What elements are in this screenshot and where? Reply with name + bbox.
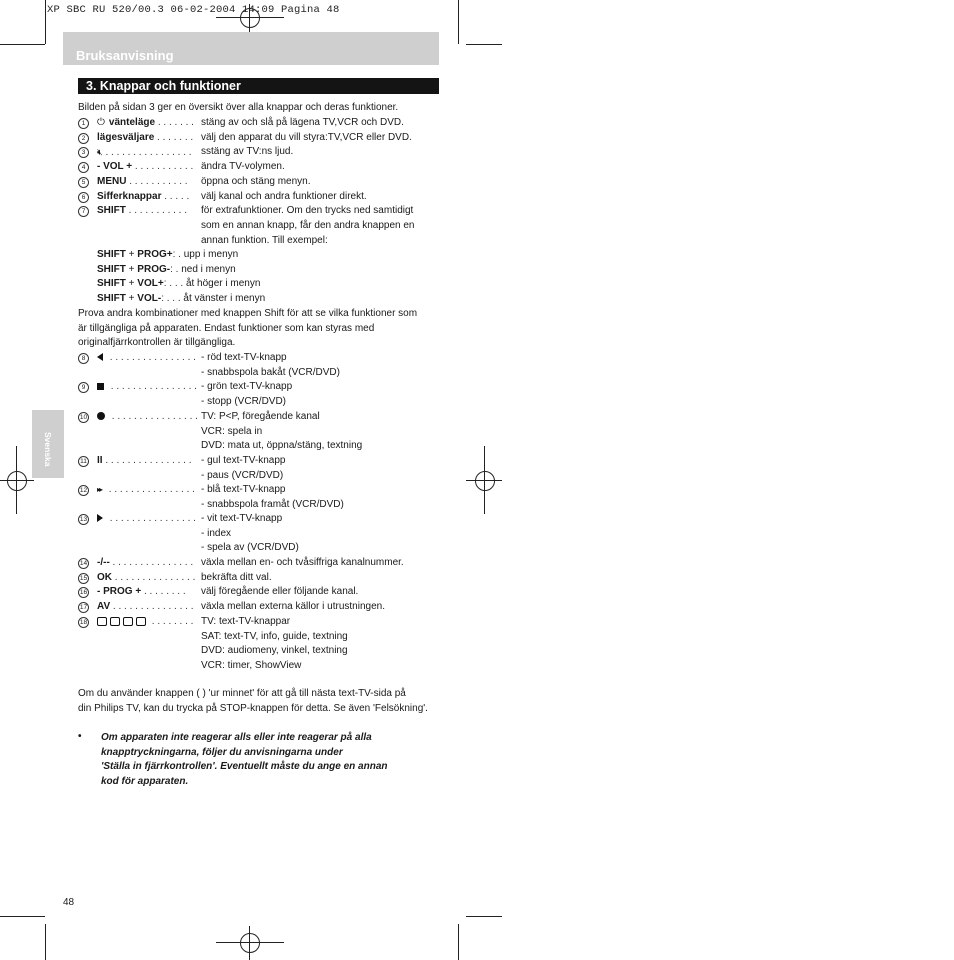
item-description: - snabbspola bakåt (VCR/DVD) xyxy=(201,366,340,378)
note-line: Om apparaten inte reagerar alls eller inte reagerar på alla xyxy=(101,732,372,743)
header-title: Bruksanvisning xyxy=(76,48,174,63)
standby-icon: ⏻ xyxy=(97,117,105,128)
item-number: 5 xyxy=(78,177,89,188)
item-number: 3 xyxy=(78,147,89,158)
item-label xyxy=(97,571,195,585)
item-description: ändra TV-volymen. xyxy=(201,161,285,172)
item-label xyxy=(97,131,193,145)
leader-dots: . . . . . xyxy=(161,191,190,202)
leader-dots: . . . . . . . xyxy=(155,117,194,128)
registration-mark xyxy=(475,471,495,491)
item-description: - gul text-TV-knapp xyxy=(201,455,286,466)
item-number: 10 xyxy=(79,414,88,421)
combo-label xyxy=(97,277,260,291)
item-label xyxy=(97,512,196,526)
mute-icon: 🔇︎ xyxy=(97,147,103,157)
item-description: välj kanal och andra funktioner direkt. xyxy=(201,191,367,202)
item-number: 4 xyxy=(78,162,89,173)
combo-key: VOL+ xyxy=(137,278,164,290)
item-description: - röd text-TV-knapp xyxy=(201,352,287,363)
section-title: 3. Knappar och funktioner xyxy=(86,79,241,93)
item-number: 9 xyxy=(78,382,89,393)
item-description: växla mellan en- och tvåsiffriga kanalnummer. xyxy=(201,557,404,568)
paragraph-line: är tillgängliga på apparaten. Endast funktioner som kan styras med xyxy=(78,322,375,334)
intro-text: Bilden på sidan 3 ger en översikt över alla knappar och deras funktioner. xyxy=(78,102,399,113)
leader-dots: . . . . . . . xyxy=(154,132,194,143)
item-number: 16 xyxy=(79,589,88,596)
note-text xyxy=(101,731,387,790)
combo-plus: + xyxy=(125,249,138,260)
leader-dots: . . . . . . . . . . . . . . . xyxy=(109,557,194,568)
crop-mark xyxy=(466,916,502,917)
leader-dots: . . . . . . . . . . . xyxy=(132,161,194,172)
combo-description: åt höger i menyn xyxy=(185,278,261,290)
item-description: DVD: audiomeny, vinkel, textning xyxy=(201,645,348,657)
registration-mark xyxy=(7,471,27,491)
paragraph-line: originalfjärrkontrollen är tillgängliga. xyxy=(78,337,236,348)
item-label xyxy=(97,351,196,365)
size-icon xyxy=(136,617,146,626)
crop-mark xyxy=(45,924,46,960)
combo-plus: + xyxy=(125,278,138,290)
item-description: - grön text-TV-knapp xyxy=(201,381,293,392)
combo-key: PROG- xyxy=(137,263,171,275)
leader-dots: . . . . . . . . . . . . . . . xyxy=(112,572,196,583)
leader-dots: . . . . . . . . . . . . . . . . xyxy=(108,381,197,392)
item-number: 14 xyxy=(79,560,88,567)
crop-mark xyxy=(458,0,459,44)
item-label xyxy=(97,116,194,130)
item-label-text: - VOL + xyxy=(97,161,133,172)
item-label xyxy=(97,454,191,468)
combo-key: VOL- xyxy=(137,292,162,304)
combo-description: upp i menyn xyxy=(183,249,239,260)
leader-dots: . . . . . . . . . . . xyxy=(125,205,188,216)
item-description: - index xyxy=(201,527,232,539)
combo-key: PROG+ xyxy=(137,249,173,260)
item-label-text: AV xyxy=(97,601,111,612)
combo-label xyxy=(97,248,238,262)
item-label-text: -/-- xyxy=(97,557,110,568)
item-description: - snabbspola framåt (VCR/DVD) xyxy=(201,498,344,510)
leader-dots: . . . . . . . . . . . . . . . xyxy=(110,601,194,612)
item-label xyxy=(97,145,192,160)
item-label xyxy=(97,615,193,629)
item-number: 11 xyxy=(78,456,89,467)
mix-icon xyxy=(110,617,120,626)
note-line: knapptryckningarna, följer du anvisningarna under xyxy=(101,746,343,758)
item-label xyxy=(97,160,193,174)
combo-label xyxy=(97,263,236,277)
crop-mark xyxy=(45,0,46,44)
paragraph-line: Om du använder knappen ( ) 'ur minnet' för att gå till nästa text-TV-sida på xyxy=(78,688,406,699)
item-description: stäng av och slå på lägena TV,VCR och DVD. xyxy=(201,117,404,128)
combo-key: SHIFT xyxy=(97,263,126,275)
item-description: VCR: spela in xyxy=(201,425,263,437)
leader-dots: : . . . xyxy=(163,278,186,290)
item-description: för extrafunktioner. Om den trycks ned samtidigt xyxy=(201,205,414,216)
item-label xyxy=(97,483,195,497)
page-number: 48 xyxy=(63,897,75,908)
item-description: VCR: timer, ShowView xyxy=(201,659,302,671)
item-description: - paus (VCR/DVD) xyxy=(201,469,284,481)
leader-dots: . . . . . . . . . . . . . . . . xyxy=(107,352,196,363)
item-label-text: vänteläge xyxy=(108,117,156,128)
crop-mark xyxy=(466,44,502,45)
stop-icon xyxy=(97,383,104,390)
item-description: - blå text-TV-knapp xyxy=(201,484,286,495)
note-line: kod för apparaten. xyxy=(101,776,189,788)
hold-icon xyxy=(123,617,133,626)
item-number: 18 xyxy=(79,619,88,626)
leader-dots: . . . . . . . . xyxy=(141,586,186,597)
item-label-text: Sifferknappar xyxy=(97,191,162,202)
item-label xyxy=(97,380,197,394)
item-label-text: - PROG + xyxy=(97,586,142,597)
item-description: TV: P<P, föregående kanal xyxy=(201,411,320,422)
item-label xyxy=(97,410,198,424)
item-number: 12 xyxy=(79,487,88,494)
item-label-text: OK xyxy=(97,572,112,583)
item-description: - spela av (VCR/DVD) xyxy=(201,542,299,554)
item-number: 7 xyxy=(78,206,89,217)
item-number: 17 xyxy=(79,604,88,611)
item-description: - stopp (VCR/DVD) xyxy=(201,395,287,407)
item-description: växla mellan externa källor i utrustningen. xyxy=(201,601,385,612)
item-description: sstäng av TV:ns ljud. xyxy=(201,146,294,157)
item-number: 8 xyxy=(78,353,89,364)
item-number: 13 xyxy=(79,516,88,523)
item-label xyxy=(97,190,189,204)
item-description: TV: text-TV-knappar xyxy=(201,616,291,627)
combo-description: åt vänster i menyn xyxy=(183,292,266,304)
item-description: välj den apparat du vill styra:TV,VCR eller DVD. xyxy=(201,132,412,143)
crop-mark xyxy=(0,44,45,45)
paragraph-line: din Philips TV, kan du trycka på STOP-knappen för detta. Se även 'Felsökning'. xyxy=(78,703,428,714)
note-line: 'Ställa in fjärrkontrollen'. Eventuellt måste du ange en annan xyxy=(101,761,388,773)
combo-plus: + xyxy=(125,263,138,275)
leader-dots: : . xyxy=(170,263,182,275)
item-description: SAT: text-TV, info, guide, textning xyxy=(201,630,348,642)
item-label xyxy=(97,175,188,189)
registration-mark xyxy=(240,933,260,953)
item-description: välj föregående eller följande kanal. xyxy=(201,586,359,597)
leader-dots: : . xyxy=(172,249,184,260)
item-label xyxy=(97,556,193,570)
item-label xyxy=(97,585,186,599)
item-number: 6 xyxy=(78,192,89,203)
item-description-cont: annan funktion. Till exempel: xyxy=(201,234,328,246)
item-description: DVD: mata ut, öppna/stäng, textning xyxy=(201,440,363,452)
print-slug: XP SBC RU 520/00.3 06-02-2004 14:09 Pagina 48 xyxy=(47,4,340,16)
item-number: 15 xyxy=(79,575,88,582)
play-icon xyxy=(97,514,103,522)
combo-key: SHIFT xyxy=(97,278,126,290)
teletext-icon xyxy=(97,617,107,626)
item-label-text: MENU xyxy=(97,176,127,187)
item-label-text: SHIFT xyxy=(97,205,126,216)
item-description: bekräfta ditt val. xyxy=(201,572,272,583)
item-label-text: II xyxy=(97,455,103,466)
leader-dots: : . . . xyxy=(161,292,184,304)
leader-dots: . . . . . . . . . . . . . . . . xyxy=(106,484,195,495)
leader-dots: . . . . . . . . . . . . . . . . xyxy=(109,411,198,422)
crop-mark xyxy=(0,916,45,917)
leader-dots: . . . . . . . . . . . xyxy=(126,176,188,187)
item-description-cont: som en annan knapp, får den andra knappen en xyxy=(201,220,415,231)
item-number: 2 xyxy=(78,133,89,144)
combo-key: SHIFT xyxy=(97,249,126,260)
combo-label xyxy=(97,292,265,306)
leader-dots: . . . . . . . . . . . . . . . . xyxy=(107,513,196,524)
item-number: 1 xyxy=(78,118,89,129)
item-description: öppna och stäng menyn. xyxy=(201,176,311,187)
combo-plus: + xyxy=(125,292,138,304)
language-tab-label: Svenska xyxy=(43,432,53,467)
paragraph-line: Prova andra kombinationer med knappen Shift för att se vilka funktioner som xyxy=(78,308,418,319)
leader-dots: . . . . . . . . . . . . . . . . xyxy=(102,455,192,466)
item-description: - vit text-TV-knapp xyxy=(201,513,283,524)
leader-dots: . . . . . . . . xyxy=(149,616,194,627)
fast-forward-icon: ▸▸ xyxy=(97,485,102,494)
record-icon xyxy=(97,412,105,420)
rewind-icon xyxy=(97,353,103,361)
leader-dots: . . . . . . . . . . . . . . . . xyxy=(102,147,192,158)
combo-description: ned i menyn xyxy=(181,263,236,275)
item-label xyxy=(97,600,194,614)
crop-mark xyxy=(458,924,459,960)
combo-key: SHIFT xyxy=(97,292,126,304)
item-label xyxy=(97,204,187,218)
bullet: • xyxy=(78,731,82,742)
item-label-text: lägesväljare xyxy=(97,132,155,143)
